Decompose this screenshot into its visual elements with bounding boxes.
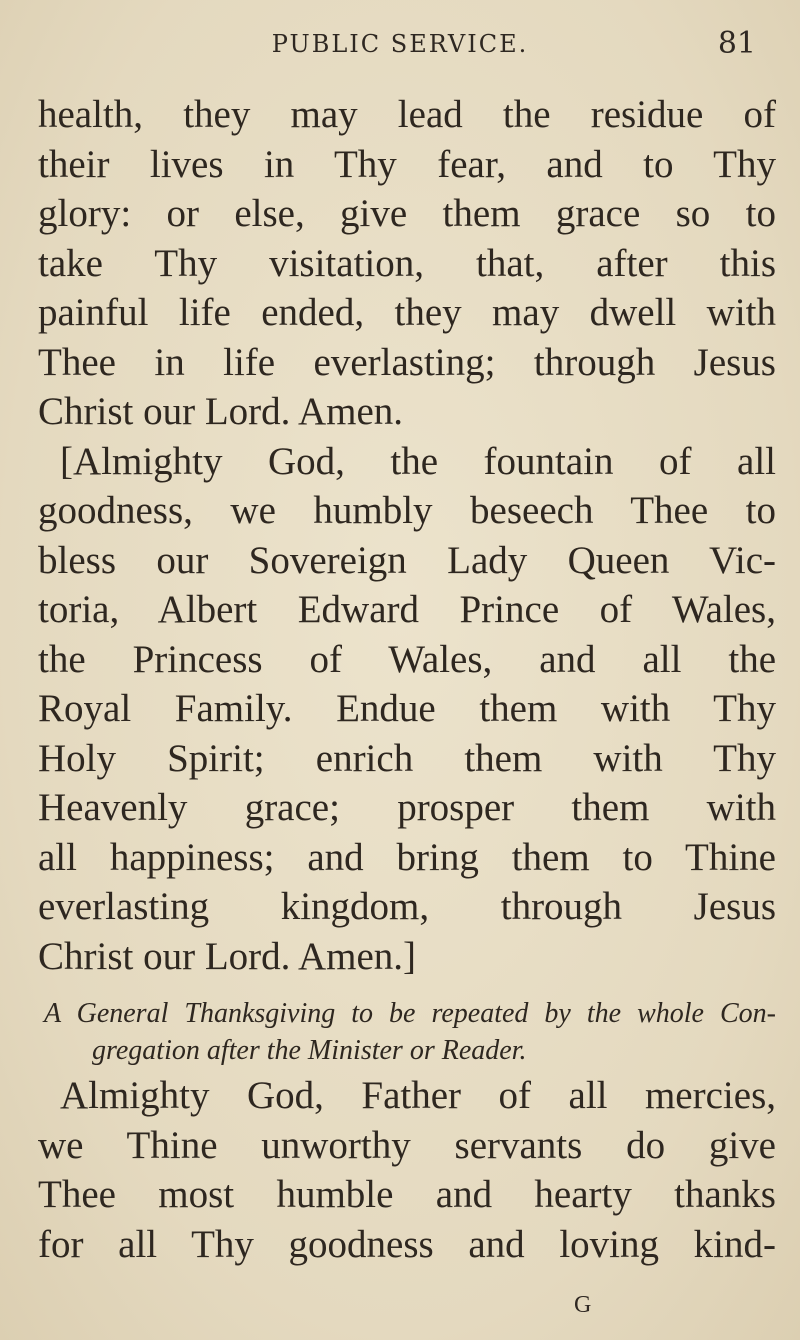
text-line: all happiness; and bring them to Thine	[38, 835, 776, 879]
caption-line: A General Thanksgiving to be repeated by the whole Con-	[44, 998, 776, 1029]
text-line: bless our Sovereign Lady Queen Vic-	[38, 538, 776, 582]
text-line: Heavenly grace; prosper them with	[38, 786, 776, 829]
section-caption	[38, 995, 776, 1069]
text-line: Royal Family. Endue them with Thy	[38, 687, 776, 730]
running-head: PUBLIC SERVICE.	[271, 30, 529, 58]
page-header	[0, 26, 800, 66]
text-line: take Thy visitation, that, after this	[38, 241, 776, 285]
signature-mark: G	[574, 1292, 592, 1318]
text-line: glory: or else, give them grace so to	[38, 192, 776, 235]
paragraph-royal-family-prayer	[38, 437, 776, 982]
text-line: Thee in life everlasting; through Jesus	[38, 340, 776, 384]
text-line: the Princess of Wales, and all the	[38, 637, 776, 681]
caption-line: gregation after the Minister or Reader.	[92, 1035, 527, 1066]
text-line: goodness, we humbly beseech Thee to	[38, 489, 776, 532]
text-line: their lives in Thy fear, and to Thy	[38, 142, 776, 186]
text-line: Holy Spirit; enrich them with Thy	[38, 736, 776, 780]
page-number: 81	[717, 26, 756, 61]
text-line: health, they may lead the residue of	[38, 93, 776, 136]
text-line: for all Thy goodness and loving kind-	[38, 1222, 776, 1266]
text-line: we Thine unworthy servants do give	[38, 1123, 776, 1167]
paragraph-prayer-continued	[38, 90, 776, 437]
text-line: everlasting kingdom, through Jesus	[38, 885, 776, 928]
body-text	[38, 90, 776, 1269]
text-line: toria, Albert Edward Prince of Wales,	[38, 588, 776, 631]
text-line: [Almighty God, the fountain of all	[60, 439, 776, 483]
paragraph-general-thanksgiving	[38, 1071, 776, 1269]
text-line: Christ our Lord. Amen.	[38, 390, 404, 433]
text-line: Almighty God, Father of all mercies,	[60, 1074, 776, 1117]
text-line: Thee most humble and hearty thanks	[38, 1173, 776, 1216]
text-line: painful life ended, they may dwell with	[38, 291, 776, 334]
text-line: Christ our Lord. Amen.]	[38, 934, 417, 978]
